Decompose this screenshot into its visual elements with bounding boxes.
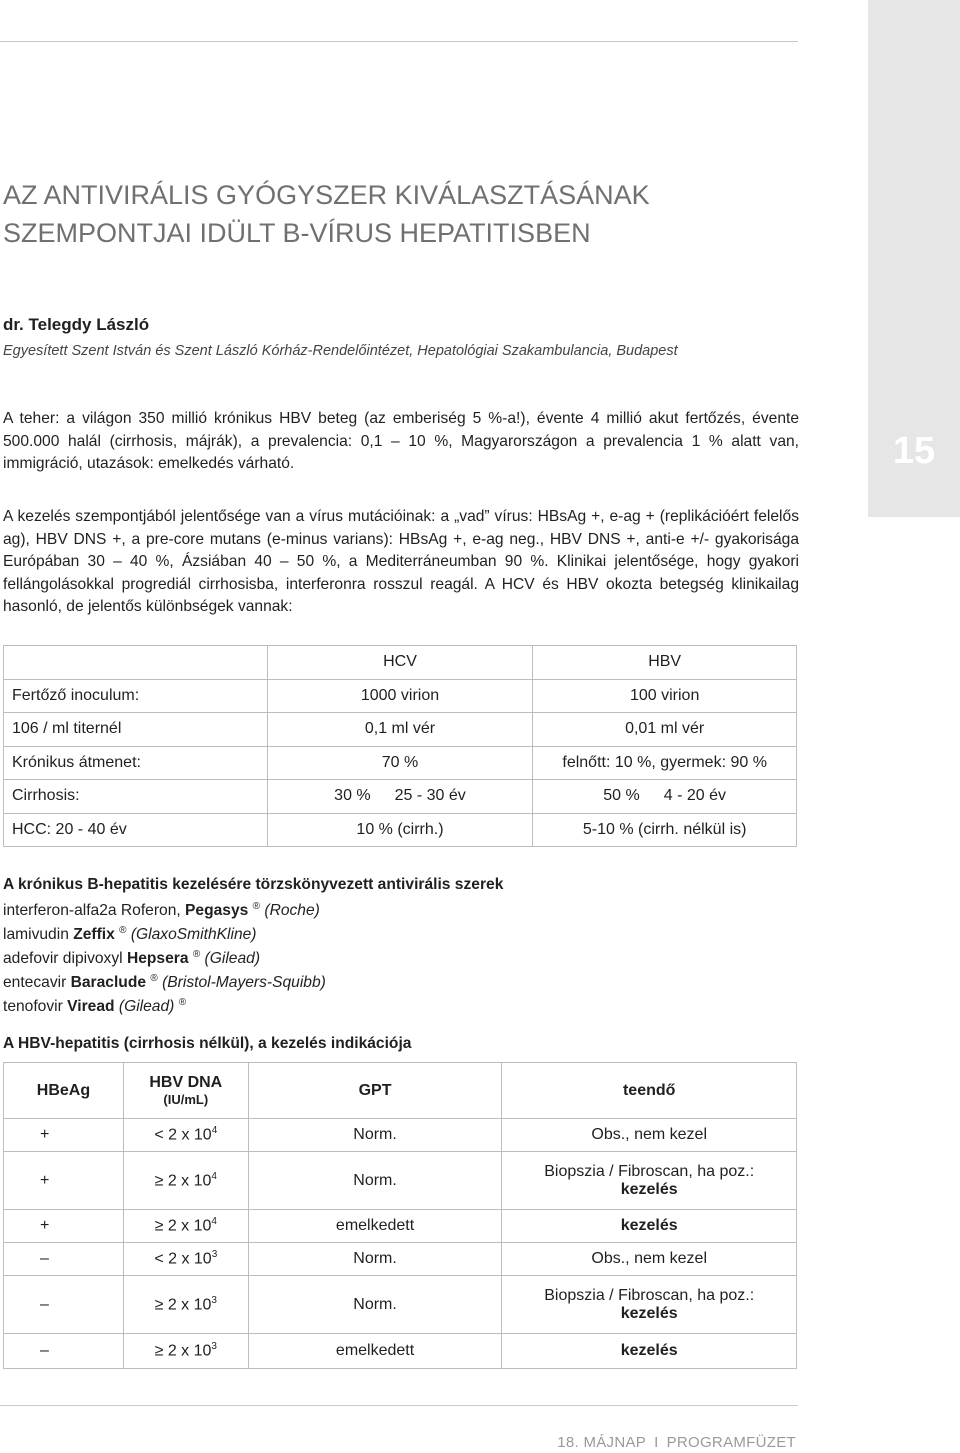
table-row	[4, 713, 797, 747]
hbeag-status: +	[4, 1210, 124, 1243]
drugs-section-title: A krónikus B-hepatitis kezelésére törzskönyvezett antivirális szerek	[3, 876, 504, 893]
page-number: 15	[892, 430, 936, 472]
header-hbeag: HBeAg	[4, 1063, 124, 1119]
dna-level: ≥ 2 x $10^3$	[123, 1334, 248, 1369]
gpt-level: Norm.	[248, 1276, 502, 1334]
action: Biopszia / Fibroscan, ha poz.: kezelés	[502, 1152, 797, 1210]
header-todo: teendő	[502, 1063, 797, 1119]
hcv-value: 1000 virion	[267, 679, 533, 713]
dna-level: < 2 x $10^3$	[123, 1243, 248, 1276]
row-label: 106 / ml titernél	[4, 713, 268, 747]
header-dna-unit: (IU/mL)	[163, 1092, 209, 1107]
row-label: Cirrhosis:	[4, 780, 268, 814]
hbv-value: 0,01 ml vér	[533, 713, 797, 747]
header-hcv: HCV	[267, 646, 533, 680]
table-row	[4, 746, 797, 780]
drug-brand: Pegasys	[185, 902, 249, 920]
gpt-level: emelkedett	[248, 1334, 502, 1369]
drug-brand: Baraclude	[70, 974, 147, 992]
drug-brand: Viread	[67, 998, 115, 1016]
table-row	[4, 780, 797, 814]
action: kezelés	[502, 1334, 797, 1369]
hcv-value	[267, 780, 533, 814]
action: Biopszia / Fibroscan, ha poz.: kezelés	[502, 1276, 797, 1334]
dna-level: < 2 x $10^4$	[123, 1119, 248, 1152]
table-row	[4, 679, 797, 713]
paragraph-burden: A teher: a világon 350 millió krónikus HBV beteg (az emberiség 5 %-a!), évente 4 millió akut fertőzés, évente 500.000 halál (cirrhosis, májrák), a prevalencia: 0,1 – 10 %, Magyarországon a prevalencia 1 % alatt van, immigráció, utazások: emelkedés várható.	[3, 410, 799, 472]
table-row	[4, 1276, 797, 1334]
hcv-cirrhosis-rate: 30 %	[334, 787, 371, 805]
author-affiliation: Egyesített Szent István és Szent László Kórház-Rendelőintézet, Hepatológiai Szakambulancia, Budapest	[3, 343, 678, 359]
hcv-hbv-comparison-table	[3, 645, 797, 847]
table-row	[4, 1152, 797, 1210]
dna-level: ≥ 2 x $10^3$	[123, 1276, 248, 1334]
hbv-value: felnőtt: 10 %, gyermek: 90 %	[533, 746, 797, 780]
table-header-row	[4, 1063, 797, 1119]
header-empty	[4, 646, 268, 680]
drug-item: adefovir dipivoxyl Hepsera ® (Gilead)	[3, 949, 261, 968]
hbv-value: 5-10 % (cirrh. nélkül is)	[533, 813, 797, 847]
title-line-1: AZ ANTIVIRÁLIS GYÓGYSZER KIVÁLASZTÁSÁNAK	[3, 180, 650, 210]
drug-item: lamivudin Zeffix ® (GlaxoSmithKline)	[3, 925, 257, 944]
table-header-row	[4, 646, 797, 680]
hbv-cirrhosis-rate: 50 %	[603, 787, 640, 805]
hcv-value: 10 % (cirrh.)	[267, 813, 533, 847]
drug-brand: Zeffix	[73, 926, 115, 944]
header-gpt: GPT	[248, 1063, 502, 1119]
page-footer	[540, 1434, 796, 1451]
hbeag-status: +	[4, 1119, 124, 1152]
article-title	[3, 176, 843, 252]
action: Obs., nem kezel	[502, 1243, 797, 1276]
top-rule	[0, 41, 798, 42]
drug-item: entecavir Baraclude ® (Bristol-Mayers-Squibb)	[3, 973, 326, 992]
row-label: HCC: 20 - 40 év	[4, 813, 268, 847]
table-row	[4, 1243, 797, 1276]
row-label: Krónikus átmenet:	[4, 746, 268, 780]
hbv-value: 100 virion	[533, 679, 797, 713]
table-row	[4, 813, 797, 847]
hcv-value: 0,1 ml vér	[267, 713, 533, 747]
action: Obs., nem kezel	[502, 1119, 797, 1152]
treatment-indication-table	[3, 1062, 797, 1369]
table-row	[4, 1334, 797, 1369]
footer-publication: PROGRAMFÜZET	[666, 1434, 796, 1451]
dna-level: ≥ 2 x $10^4$	[123, 1152, 248, 1210]
header-hbv: HBV	[533, 646, 797, 680]
gpt-level: Norm.	[248, 1243, 502, 1276]
gpt-level: Norm.	[248, 1152, 502, 1210]
hbeag-status: –	[4, 1276, 124, 1334]
hbeag-status: –	[4, 1334, 124, 1369]
hcv-value: 70 %	[267, 746, 533, 780]
drug-brand: Hepsera	[126, 950, 189, 968]
row-label: Fertőző inoculum:	[4, 679, 268, 713]
hbeag-status: +	[4, 1152, 124, 1210]
title-line-2: SZEMPONTJAI IDÜLT B-VÍRUS HEPATITISBEN	[3, 218, 591, 248]
footer-separator: I	[654, 1434, 659, 1451]
hbv-value	[533, 780, 797, 814]
gpt-level: emelkedett	[248, 1210, 502, 1243]
footer-event: 18. MÁJNAP	[557, 1434, 647, 1451]
drug-item: tenofovir Viread (Gilead) ®	[3, 997, 187, 1016]
dna-level: ≥ 2 x $10^4$	[123, 1210, 248, 1243]
hcv-cirrhosis-years: 25 - 30 év	[394, 787, 466, 805]
action: kezelés	[502, 1210, 797, 1243]
paragraph-mutations: A kezelés szempontjából jelentősége van a vírus mutációinak: a „vad” vírus: HBsAg +, e-ag + (replikációért felelős ag), HBV DNS +, a pre-core mutans (e-minus varians): HBsAg +, e-ag neg., HBV DNS +, anti-e +/- gyakorisága Európában 30 – 40 %, Ázsiában 40 – 50 %, a Mediterráneumban 90 %. Klinikai jelentősége, hogy gyakori fellángolásokkal progrediál cirrhosisba, interferonra rosszul reagál. A HCV és HBV okozta betegség klinikailag hasonló, de jelentős különbségek vannak:	[3, 508, 799, 615]
author-name: dr. Telegdy László	[3, 315, 150, 334]
footer-rule	[0, 1405, 798, 1406]
table-row	[4, 1119, 797, 1152]
header-hbv-dna: HBV DNA (IU/mL)	[123, 1063, 248, 1119]
hbeag-status: –	[4, 1243, 124, 1276]
hbv-cirrhosis-years: 4 - 20 év	[663, 787, 727, 805]
indication-section-title: A HBV-hepatitis (cirrhosis nélkül), a kezelés indikációja	[3, 1035, 412, 1052]
table-row	[4, 1210, 797, 1243]
drug-item: interferon-alfa2a Roferon, Pegasys ® (Roche)	[3, 901, 320, 920]
gpt-level: Norm.	[248, 1119, 502, 1152]
